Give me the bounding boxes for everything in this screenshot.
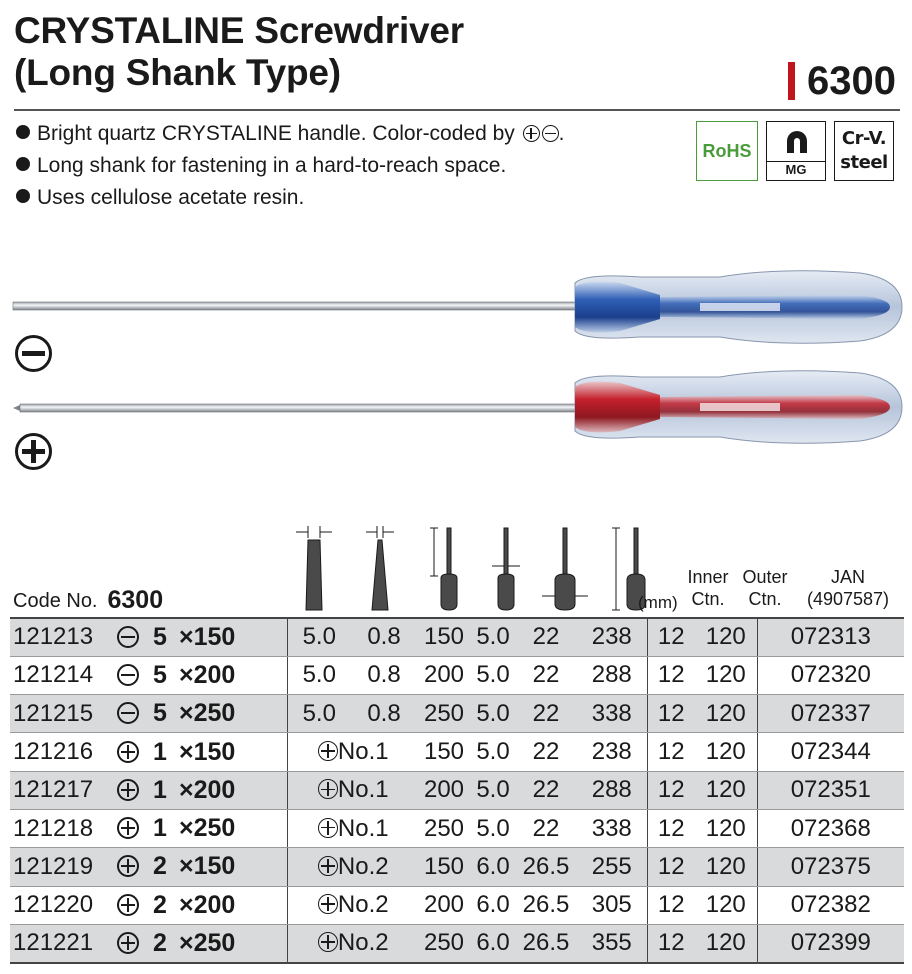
handle-diameter-cell: 22 <box>515 733 577 771</box>
unit-label: (mm) <box>638 593 678 612</box>
minus-circle-icon <box>542 125 559 142</box>
tip-size-cell: No.2 <box>287 886 417 924</box>
bullet-dot-icon <box>16 189 30 203</box>
size-cell: 1 ×250 <box>113 809 287 847</box>
jan-cell: 072375 <box>757 848 904 886</box>
handle-diameter-cell: 22 <box>515 656 577 694</box>
blade-thickness-cell: 0.8 <box>351 656 417 694</box>
plus-circle-icon <box>318 856 338 876</box>
inner-carton-cell: 12 <box>647 771 695 809</box>
size-cell: 2 ×200 <box>113 886 287 924</box>
plus-circle-icon <box>117 817 139 839</box>
table-row <box>10 886 904 924</box>
table-row <box>10 695 904 733</box>
overall-length-cell: 288 <box>577 771 647 809</box>
plus-circle-icon <box>117 779 139 801</box>
code-cell: 121214 <box>10 656 113 694</box>
size-cell: 5 ×150 <box>113 618 287 656</box>
shank-length-cell: 250 <box>417 924 471 962</box>
screwdrivers-image <box>0 255 912 485</box>
jan-cell: 072344 <box>757 733 904 771</box>
outer-carton-cell: 120 <box>695 695 757 733</box>
shank-diameter-cell: 5.0 <box>471 656 515 694</box>
tip-size-cell: No.2 <box>287 924 417 962</box>
size-cell: 1 ×200 <box>113 771 287 809</box>
code-cell: 121216 <box>10 733 113 771</box>
shank-length-cell: 250 <box>417 809 471 847</box>
blade-thickness-cell: 0.8 <box>351 695 417 733</box>
code-no-header: Code No. 6300 <box>13 586 164 614</box>
inner-carton-cell: 12 <box>647 695 695 733</box>
code-cell: 121217 <box>10 771 113 809</box>
feature-item: Long shank for fastening in a hard-to-reach space. <box>16 150 564 182</box>
shank-length-cell: 200 <box>417 886 471 924</box>
code-cell: 121215 <box>10 695 113 733</box>
jan-cell: 072313 <box>757 618 904 656</box>
code-cell: 121218 <box>10 809 113 847</box>
shank-length-cell: 200 <box>417 771 471 809</box>
jan-cell: 072382 <box>757 886 904 924</box>
size-cell: 2 ×250 <box>113 924 287 962</box>
blade-width-cell: 5.0 <box>287 695 351 733</box>
code-cell: 121220 <box>10 886 113 924</box>
tip-size-cell: No.2 <box>287 848 417 886</box>
overall-length-cell: 255 <box>577 848 647 886</box>
plus-circle-icon <box>318 741 338 761</box>
inner-carton-cell: 12 <box>647 809 695 847</box>
overall-length-cell: 338 <box>577 809 647 847</box>
shank-diameter-cell: 5.0 <box>471 733 515 771</box>
shank-length-cell: 150 <box>417 733 471 771</box>
inner-carton-header: Inner Ctn. <box>687 567 729 609</box>
table-row <box>10 848 904 886</box>
shank-diameter-cell: 6.0 <box>471 886 515 924</box>
shank-length-cell: 200 <box>417 656 471 694</box>
outer-carton-cell: 120 <box>695 771 757 809</box>
certification-badges <box>696 121 894 181</box>
handle-diameter-cell: 26.5 <box>515 924 577 962</box>
plus-circle-icon <box>117 932 139 954</box>
plus-circle-icon <box>318 932 338 952</box>
overall-length-cell: 238 <box>577 733 647 771</box>
code-cell: 121219 <box>10 848 113 886</box>
shank-diameter-cell: 5.0 <box>471 809 515 847</box>
size-cell: 2 ×150 <box>113 848 287 886</box>
rohs-badge: RoHS <box>696 121 758 181</box>
table-row <box>10 656 904 694</box>
plus-circle-icon <box>523 125 540 142</box>
table-row <box>10 618 904 656</box>
table-row <box>10 809 904 847</box>
product-code: 6300 <box>807 59 896 103</box>
handle-diameter-cell: 22 <box>515 771 577 809</box>
overall-length-cell: 355 <box>577 924 647 962</box>
minus-circle-icon <box>117 626 139 648</box>
minus-circle-icon <box>117 702 139 724</box>
inner-carton-cell: 12 <box>647 886 695 924</box>
title-line-2: (Long Shank Type) <box>14 52 341 93</box>
outer-carton-cell: 120 <box>695 848 757 886</box>
shank-diameter-cell: 6.0 <box>471 924 515 962</box>
product-code-badge <box>788 60 896 102</box>
feature-item: Bright quartz CRYSTALINE handle. Color-coded by . <box>16 118 564 150</box>
title-line-1: CRYSTALINE Screwdriver <box>14 10 465 51</box>
spec-table <box>10 617 904 964</box>
handle-diameter-cell: 22 <box>515 809 577 847</box>
magnet-badge: MG <box>766 121 826 181</box>
size-cell: 5 ×200 <box>113 656 287 694</box>
inner-carton-cell: 12 <box>647 848 695 886</box>
tip-size-cell: No.1 <box>287 809 417 847</box>
accent-bar <box>788 62 795 100</box>
inner-carton-cell: 12 <box>647 618 695 656</box>
shank-length-cell: 250 <box>417 695 471 733</box>
title-divider <box>14 109 900 111</box>
feature-list <box>16 118 564 214</box>
blade-thickness-cell: 0.8 <box>351 618 417 656</box>
plus-circle-icon <box>117 855 139 877</box>
handle-diameter-cell: 22 <box>515 695 577 733</box>
outer-carton-header: Outer Ctn. <box>742 567 788 609</box>
table-row <box>10 924 904 962</box>
shank-diameter-cell: 6.0 <box>471 848 515 886</box>
size-cell: 1 ×150 <box>113 733 287 771</box>
shank-length-cell: 150 <box>417 618 471 656</box>
plus-circle-icon <box>318 894 338 914</box>
plus-circle-icon <box>117 741 139 763</box>
outer-carton-cell: 120 <box>695 924 757 962</box>
plus-circle-icon <box>318 779 338 799</box>
blade-width-cell: 5.0 <box>287 656 351 694</box>
plus-circle-icon <box>117 894 139 916</box>
table-row <box>10 733 904 771</box>
outer-carton-cell: 120 <box>695 809 757 847</box>
jan-cell: 072368 <box>757 809 904 847</box>
shank-diameter-cell: 5.0 <box>471 695 515 733</box>
bullet-dot-icon <box>16 157 30 171</box>
bullet-dot-icon <box>16 125 30 139</box>
inner-carton-cell: 12 <box>647 733 695 771</box>
handle-diameter-cell: 22 <box>515 618 577 656</box>
size-cell: 5 ×250 <box>113 695 287 733</box>
product-illustration <box>0 255 912 485</box>
jan-cell: 072351 <box>757 771 904 809</box>
overall-length-cell: 338 <box>577 695 647 733</box>
plus-circle-icon <box>318 818 338 838</box>
minus-circle-icon <box>117 664 139 686</box>
jan-cell: 072399 <box>757 924 904 962</box>
tip-size-cell: No.1 <box>287 733 417 771</box>
page-title <box>14 10 464 94</box>
inner-carton-cell: 12 <box>647 656 695 694</box>
outer-carton-cell: 120 <box>695 733 757 771</box>
jan-cell: 072320 <box>757 656 904 694</box>
tip-size-cell: No.1 <box>287 771 417 809</box>
shank-diameter-cell: 5.0 <box>471 618 515 656</box>
shank-length-cell: 150 <box>417 848 471 886</box>
jan-header: JAN (4907587) <box>806 567 890 609</box>
inner-carton-cell: 12 <box>647 924 695 962</box>
feature-item: Uses cellulose acetate resin. <box>16 182 564 214</box>
phillips-tip-icon <box>15 433 52 470</box>
overall-length-cell: 238 <box>577 618 647 656</box>
table-row <box>10 771 904 809</box>
code-cell: 121221 <box>10 924 113 962</box>
cr-v-steel-badge: Cr-V. steel <box>834 121 894 181</box>
shank-diameter-cell: 5.0 <box>471 771 515 809</box>
outer-carton-cell: 120 <box>695 656 757 694</box>
blade-width-cell: 5.0 <box>287 618 351 656</box>
flat-tip-icon <box>15 335 52 372</box>
magnet-icon <box>784 129 810 155</box>
overall-length-cell: 305 <box>577 886 647 924</box>
handle-diameter-cell: 26.5 <box>515 886 577 924</box>
overall-length-cell: 288 <box>577 656 647 694</box>
code-cell: 121213 <box>10 618 113 656</box>
outer-carton-cell: 120 <box>695 618 757 656</box>
jan-cell: 072337 <box>757 695 904 733</box>
handle-diameter-cell: 26.5 <box>515 848 577 886</box>
outer-carton-cell: 120 <box>695 886 757 924</box>
